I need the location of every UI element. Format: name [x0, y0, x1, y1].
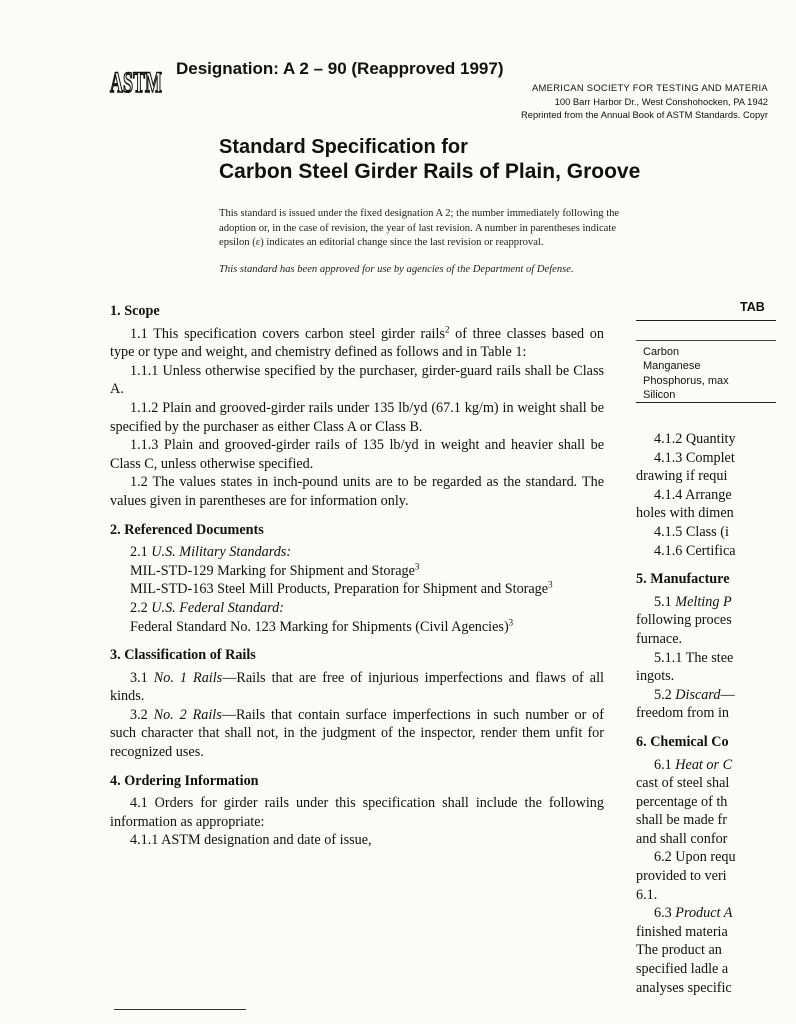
left-column: [110, 298, 604, 850]
paragraph-5-2-cont: freedom from in: [636, 705, 729, 722]
paragraph-6-3: 6.3 Product A: [654, 905, 733, 922]
paragraph-4-1-2: 4.1.2 Quantity: [654, 431, 736, 447]
paragraph-1-1-1: 1.1.1 Unless otherwise specified by the purchaser, girder-guard rails shall be Class A.: [110, 362, 604, 398]
paragraph-4-1: 4.1 Orders for girder rails under this specification shall include the following information as appropriate:: [110, 795, 604, 830]
paragraph-3-2: 3.2 No. 2 Rails—Rails that contain surface imperfections in such number or of such character that shall not, in the judgment of the inspector, render them unfit for recognized uses.: [110, 706, 604, 761]
table-title: TAB: [740, 300, 765, 314]
paragraph-4-1-3-cont: drawing if requi: [636, 468, 728, 485]
paragraph-5-1-cont: following proces: [636, 612, 732, 629]
table-top-rule: [636, 320, 776, 321]
table-header-rule: [636, 340, 776, 341]
ref-federal-standard-123: Federal Standard No. 123 Marking for Shipments (Civil Agencies)$^3$: [130, 616, 514, 635]
title-line-2: Carbon Steel Girder Rails of Plain, Groove: [219, 160, 641, 183]
paragraph-2-2: 2.2 U.S. Federal Standard:: [130, 599, 284, 616]
paragraph-4-1-1: 4.1.1 ASTM designation and date of issue,: [130, 832, 372, 849]
paragraph-3-1: 3.1 No. 1 Rails—Rails that are free of injurious imperfections and flaws of all kinds.: [110, 669, 604, 705]
table-row: Manganese: [643, 360, 701, 373]
paragraph-6-3-cont: specified ladle a: [636, 961, 729, 978]
issue-note-line: epsilon (ε) indicates an editorial change since the last revision or reapproval.: [219, 237, 544, 248]
paragraph-5-1-1-cont: ingots.: [636, 668, 675, 685]
paragraph-6-2: 6.2 Upon requ: [654, 849, 736, 866]
table-row: Phosphorus, max: [643, 374, 729, 387]
table-bottom-rule: [636, 402, 776, 403]
paragraph-4-1-3: 4.1.3 Complet: [654, 449, 735, 466]
paragraph-5-1: 5.1 Melting P: [654, 593, 732, 610]
paragraph-4-1-4: 4.1.4 Arrange: [654, 486, 732, 503]
paragraph-1-1-3: 1.1.3 Plain and grooved-girder rails of 135 lb/yd in weight and heavier shall be Class C, unless otherwise specified.: [110, 437, 604, 472]
org-address: 100 Barr Harbor Dr., West Conshohocken, PA 1942: [554, 96, 768, 107]
issue-note-line: adoption or, in the case of revision, the year of last revision. A number in parentheses indicate: [219, 223, 617, 234]
paragraph-6-3-cont: analyses specific: [636, 979, 732, 996]
section-heading-ordering: 4. Ordering Information: [110, 772, 259, 789]
paragraph-6-2-cont: provided to veri: [636, 868, 727, 885]
dod-approval-note: This standard has been approved for use by agencies of the Department of Defense.: [219, 264, 574, 275]
designation: Designation: A 2 – 90 (Reapproved 1997): [176, 59, 504, 78]
section-heading-manufacture: 5. Manufacture: [636, 571, 730, 588]
section-heading-referenced-documents: 2. Referenced Documents: [110, 521, 264, 538]
paragraph-5-1-1: 5.1.1 The stee: [654, 649, 734, 666]
right-column: [636, 430, 796, 997]
paragraph-4-1-4-cont: holes with dimen: [636, 505, 734, 522]
table-row: Silicon: [643, 388, 676, 401]
paragraph-6-1-cont: and shall confor: [636, 830, 728, 847]
section-heading-chemical: 6. Chemical Co: [636, 733, 729, 750]
section-heading-classification: 3. Classification of Rails: [110, 647, 256, 664]
logo-text: ASTM: [110, 66, 162, 99]
issue-note-line: This standard is issued under the fixed designation A 2; the number immediately following the: [219, 208, 620, 219]
footnote-ref: 2: [444, 323, 450, 334]
ref-mil-std-129: MIL-STD-129 Marking for Shipment and Storage$^3$: [130, 560, 420, 579]
title-line-1: Standard Specification for: [219, 136, 468, 158]
paragraph-1-2: 1.2 The values states in inch-pound units are to be regarded as the standard. The values given in parentheses are for information only.: [110, 474, 604, 509]
reprint-note: Reprinted from the Annual Book of ASTM Standards. Copyr: [520, 109, 768, 120]
paragraph-4-1-6: 4.1.6 Certifica: [654, 542, 736, 559]
paragraph-1-1-2: 1.1.2 Plain and grooved-girder rails under 135 lb/yd (67.1 kg/m) in weight shall be specified by the purchaser as either Class A or Class B.: [110, 399, 604, 435]
paragraph-4-1-5: 4.1.5 Class (i: [654, 523, 729, 540]
paragraph-5-1-cont: furnace.: [636, 630, 683, 647]
paragraph-6-2-cont: 6.1.: [636, 886, 658, 903]
section-heading-scope: 1. Scope: [110, 303, 160, 319]
table-row: Carbon: [643, 346, 680, 358]
paragraph-6-1: 6.1 Heat or C: [654, 756, 733, 773]
org-name: AMERICAN SOCIETY FOR TESTING AND MATERIA: [532, 82, 768, 93]
paragraph-2-1: 2.1 U.S. Military Standards:: [130, 544, 292, 561]
paragraph-6-1-cont: cast of steel shal: [636, 775, 730, 792]
paragraph-6-1-cont: shall be made fr: [636, 812, 727, 829]
paragraph-6-1-cont: percentage of th: [636, 793, 728, 810]
paragraph-6-3-cont: The product an: [636, 942, 722, 959]
paragraph-5-2: 5.2 Discard—: [654, 686, 735, 703]
ref-mil-std-163: MIL-STD-163 Steel Mill Products, Preparation for Shipment and Storage$^3$: [130, 579, 553, 598]
paragraph-6-3-cont: finished materia: [636, 923, 728, 940]
chemical-table: [643, 345, 729, 402]
footnote-divider: [114, 1009, 246, 1010]
paragraph-1-1: 1.1 This specification covers carbon steel girder rails$^2$ of three classes based on type or type and weight, and chemistry defined as follows and in Table 1:: [110, 323, 604, 361]
astm-logo: [108, 52, 164, 108]
